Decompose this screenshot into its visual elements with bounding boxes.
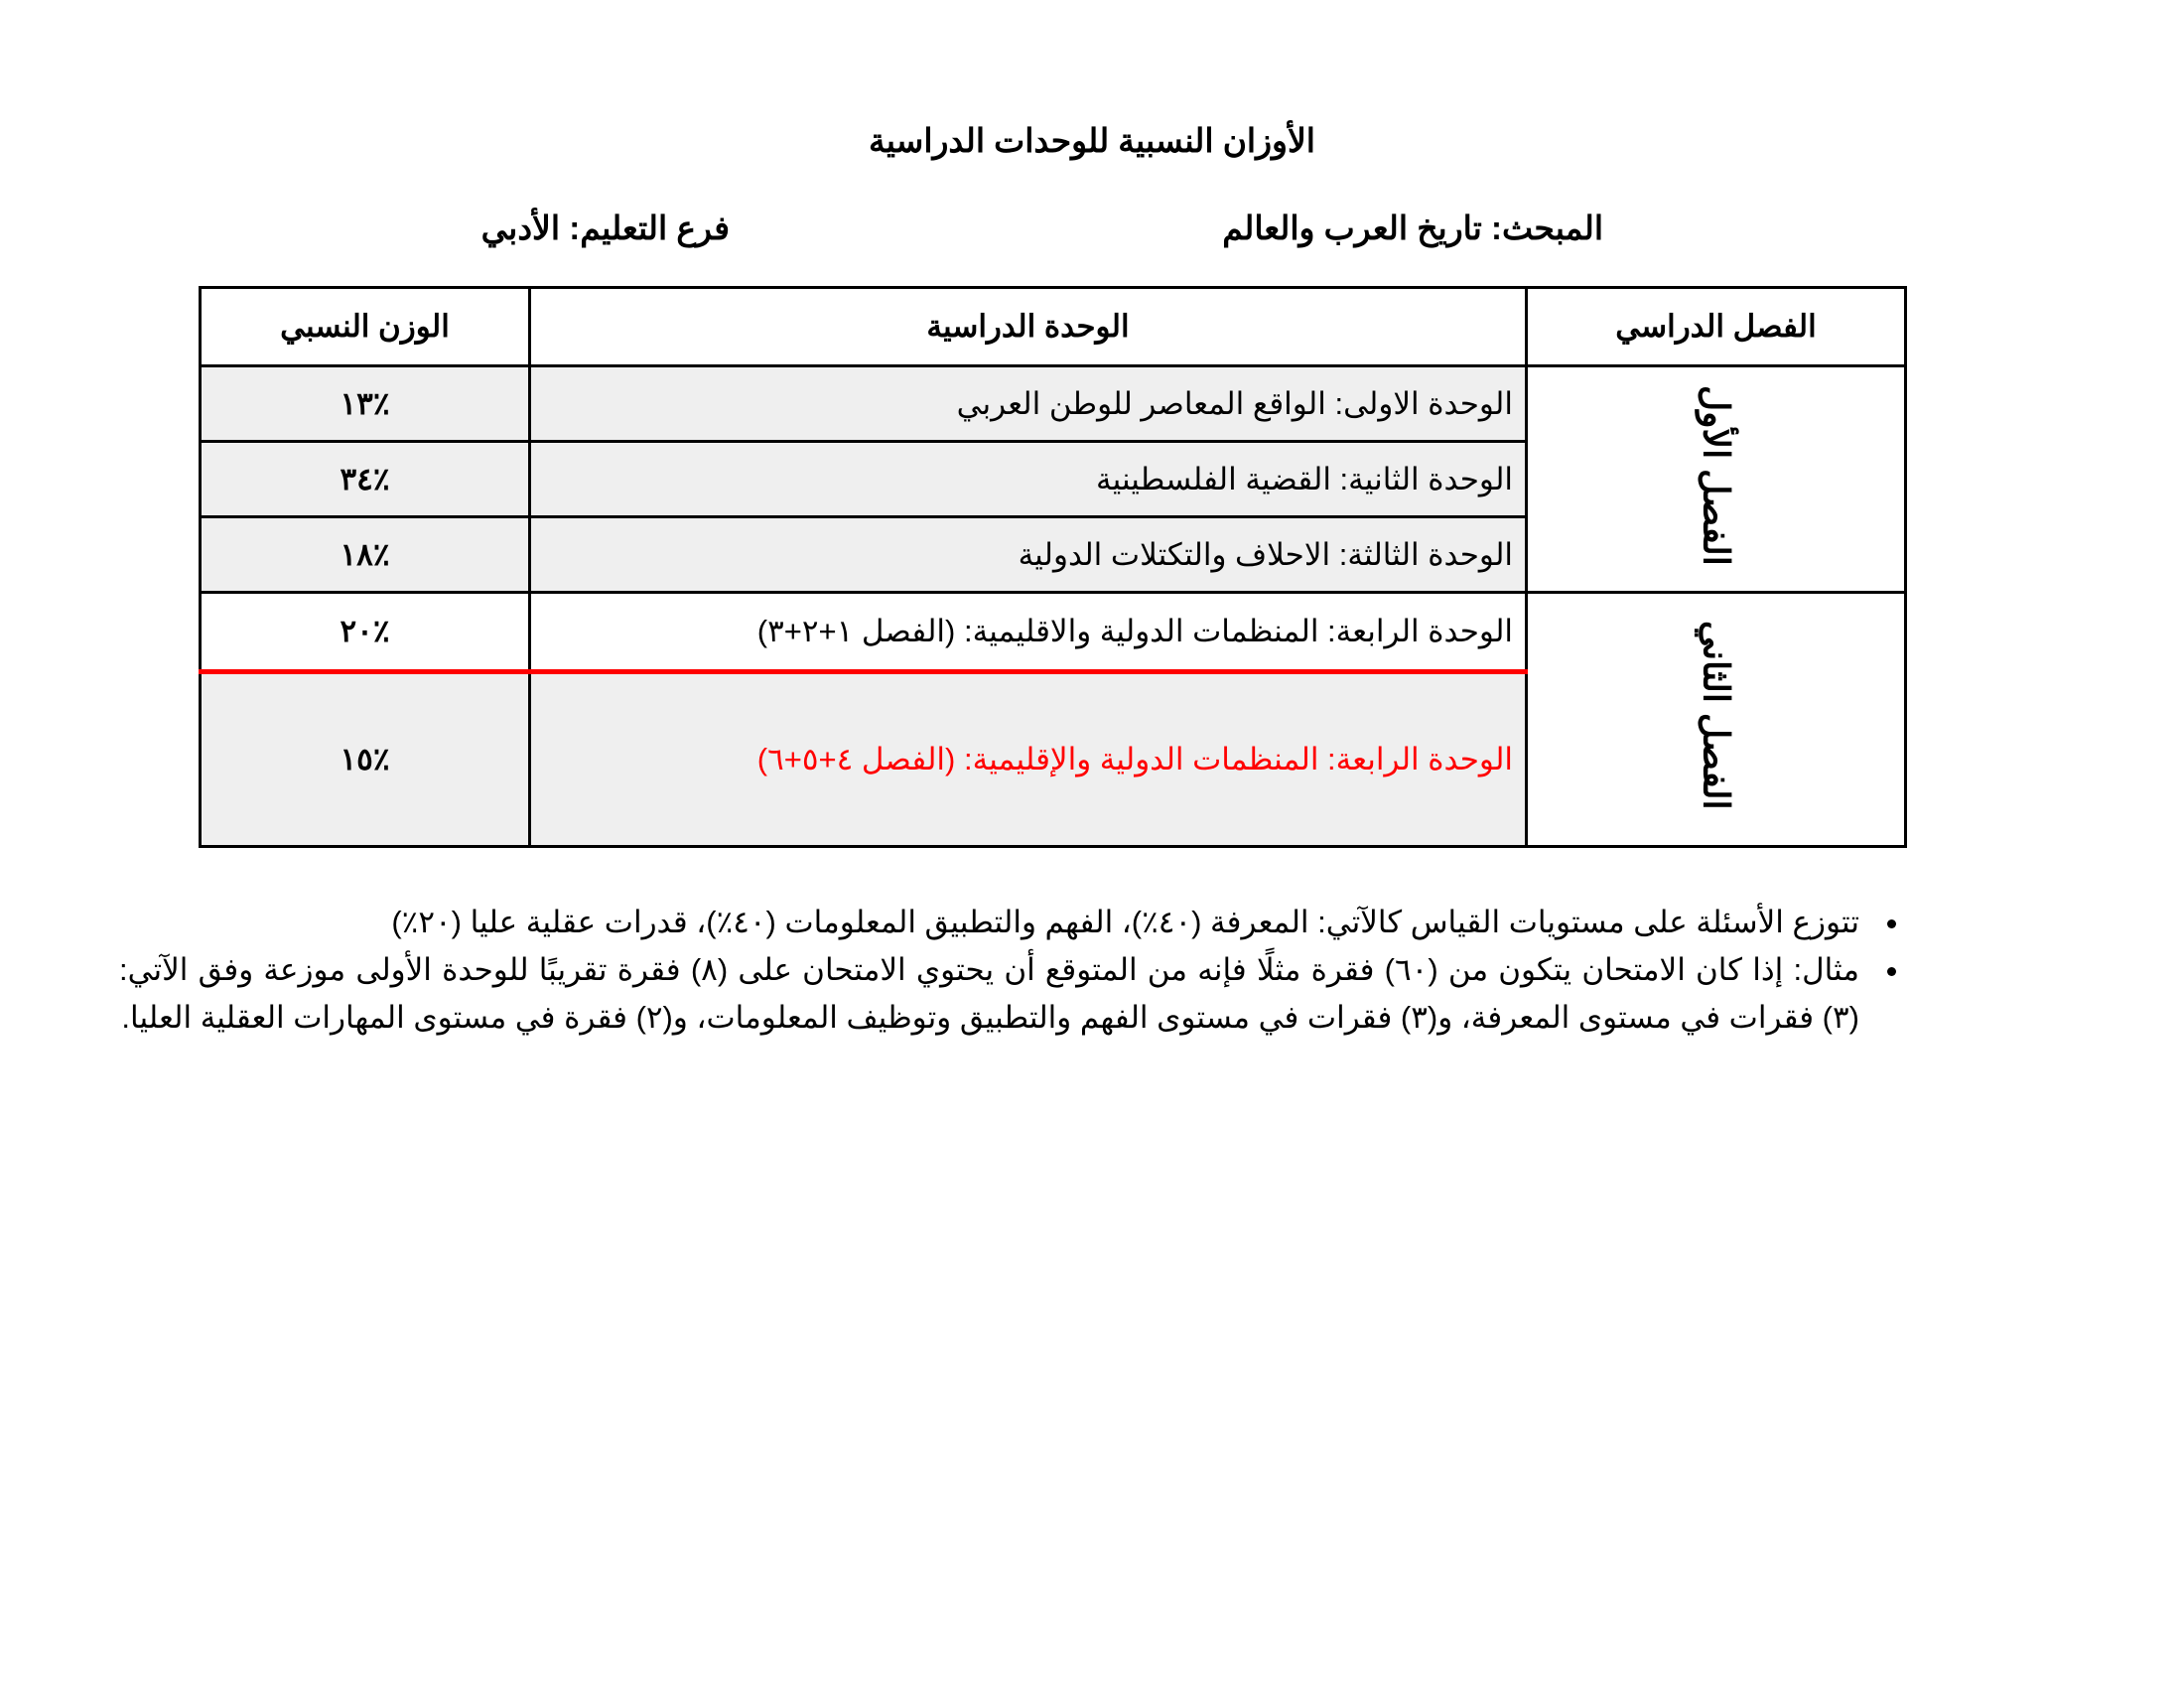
term-first-label: الفصل الأول: [1696, 384, 1737, 566]
table-header-row: [201, 288, 1906, 366]
notes-section: [119, 899, 1906, 1042]
weights-table: [199, 286, 1907, 848]
subject-label: المبحث: تاريخ العرب والعالم: [1222, 210, 1603, 246]
header-term: الفصل الدراسي: [1527, 288, 1906, 366]
unit-cell: الوحدة الثانية: القضية الفلسطينية: [530, 442, 1527, 517]
unit-cell: الوحدة الثالثة: الاحلاف والتكتلات الدولية: [530, 517, 1527, 593]
table-row: [201, 366, 1906, 442]
weight-cell: ٪٣٤: [201, 442, 530, 517]
unit-cell-highlighted: الوحدة الرابعة: المنظمات الدولية والإقليمية: (الفصل ٤+٥+٦): [530, 672, 1527, 847]
list-item: • مثال: إذا كان الامتحان يتكون من (٦٠) فقرة مثلًا فإنه من المتوقع أن يحتوي الامتحان على (٨) فقرة تقريبًا للوحدة الأولى موزعة وفق الآتي: (٣) فقرات في مستوى المعرفة، و(٣) فقرات في مستوى الفهم والتطبيق وتوظيف المعلومات، و(٢) فقرة في مستوى المهارات العقلية العليا.: [119, 946, 1871, 1042]
weight-cell: ٪١٨: [201, 517, 530, 593]
header-weight: الوزن النسبي: [201, 288, 530, 366]
header-unit: الوحدة الدراسية: [530, 288, 1527, 366]
weight-cell: ٪٢٠: [201, 593, 530, 672]
term-second-cell: [1527, 593, 1906, 847]
unit-cell: الوحدة الاولى: الواقع المعاصر للوطن العربي: [530, 366, 1527, 442]
weight-cell: ٪١٣: [201, 366, 530, 442]
weight-cell: ٪١٥: [201, 672, 530, 847]
table-row: [201, 593, 1906, 672]
page-title: الأوزان النسبية للوحدات الدراسية: [869, 122, 1315, 159]
term-first-cell: [1527, 366, 1906, 593]
notes-list: [119, 899, 1906, 1042]
unit-cell: الوحدة الرابعة: المنظمات الدولية والاقليمية: (الفصل ١+٢+٣): [530, 593, 1527, 672]
branch-label: فرع التعليم: الأدبي: [480, 210, 730, 246]
term-second-label: الفصل الثاني: [1696, 621, 1737, 810]
list-item: • تتوزع الأسئلة على مستويات القياس كالآتي: المعرفة (٤٠٪)، الفهم والتطبيق المعلومات (٤٠٪)، قدرات عقلية عليا (٢٠٪): [119, 899, 1871, 946]
